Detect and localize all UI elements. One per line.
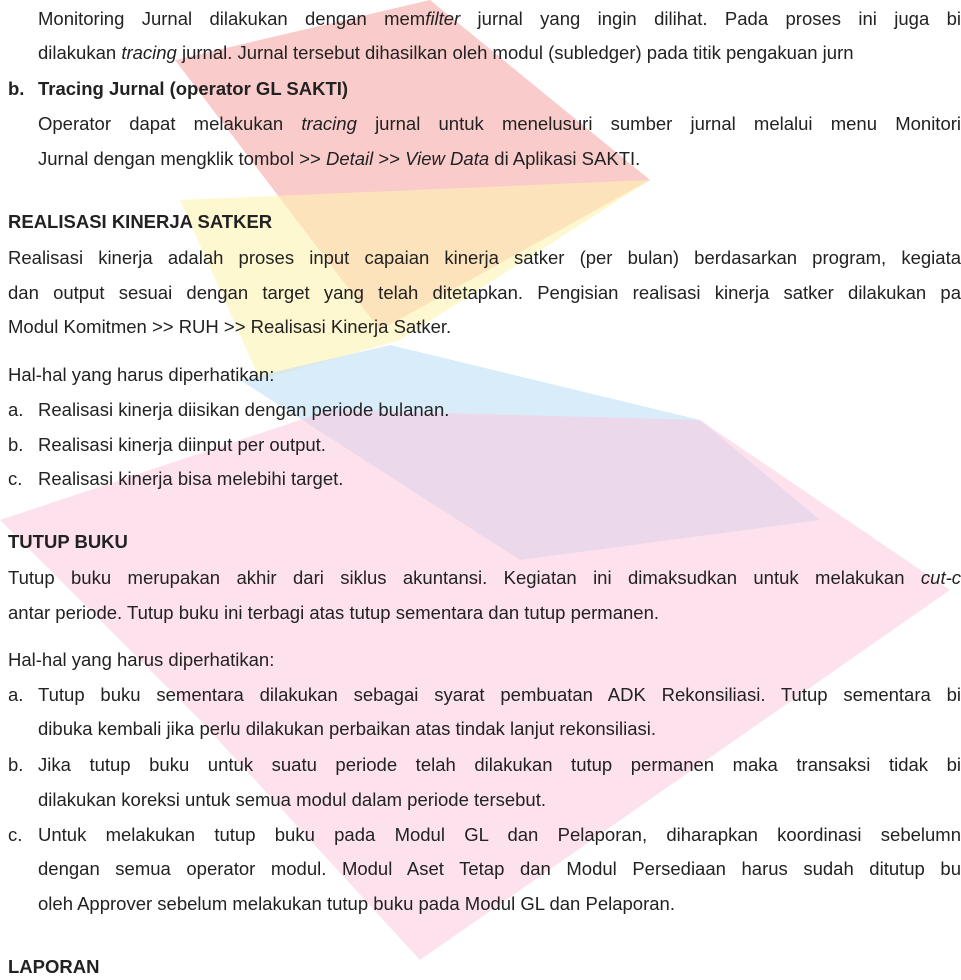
realisasi-line-1: Realisasi kinerja adalah proses input capaian kinerja satker (per bulan) berdasarkan program, kegiata [8,247,961,268]
tutup-item-b-line-1: Jika tutup buku untuk suatu periode telah dilakukan tutup permanen maka transaksi tidak bi [38,754,961,775]
realisasi-item-text: Realisasi kinerja bisa melebihi target. [38,468,344,489]
tutup-item-b-line-2: dilakukan koreksi untuk semua modul dalam periode tersebut. [38,789,547,810]
monitoring-line-2: dilakukan tracing jurnal. Jurnal tersebut dihasilkan oleh modul (subledger) pada titik pengakuan jurn [38,42,854,63]
tutup-item-marker: a. [8,684,24,705]
realisasi-item-marker: c. [8,468,23,489]
tutup-item-marker: b. [8,754,24,775]
monitoring-line-1: Monitoring Jurnal dilakukan dengan memfilter jurnal yang ingin dilihat. Pada proses ini juga bi [38,8,961,29]
tutup-buku-hal-label: Hal-hal yang harus diperhatikan: [8,649,275,670]
tutup-item-c-line-3: oleh Approver sebelum melakukan tutup buku pada Modul GL dan Pelaporan. [38,893,675,914]
tracing-marker: b. [8,78,25,99]
tracing-line-2: Jurnal dengan mengklik tombol >> Detail >> View Data di Aplikasi SAKTI. [38,148,641,169]
realisasi-item-text: Realisasi kinerja diisikan dengan periode bulanan. [38,399,450,420]
tracing-title: Tracing Jurnal (operator GL SAKTI) [38,78,349,99]
realisasi-heading: REALISASI KINERJA SATKER [8,211,273,232]
tutup-buku-line-1: Tutup buku merupakan akhir dari siklus akuntansi. Kegiatan ini dimaksudkan untuk melakukan cut-c [8,567,961,588]
tutup-buku-line-2: antar periode. Tutup buku ini terbagi atas tutup sementara dan tutup permanen. [8,602,660,623]
realisasi-item-marker: b. [8,434,24,455]
tutup-item-marker: c. [8,824,23,845]
tutup-item-c-line-1: Untuk melakukan tutup buku pada Modul GL dan Pelaporan, diharapkan koordinasi sebelumn [38,824,961,845]
tutup-item-a-line-1: Tutup buku sementara dilakukan sebagai syarat pembuatan ADK Rekonsiliasi. Tutup sementara bi [38,684,961,705]
laporan-heading: LAPORAN [8,956,100,977]
tutup-item-c-line-2: dengan semua operator modul. Modul Aset Tetap dan Modul Persediaan harus sudah ditutup bu [38,858,961,879]
realisasi-item-text: Realisasi kinerja diinput per output. [38,434,326,455]
realisasi-line-2: dan output sesuai dengan target yang telah ditetapkan. Pengisian realisasi kinerja satker dilakukan pa [8,282,961,303]
tutup-buku-heading: TUTUP BUKU [8,531,128,552]
tracing-line-1: Operator dapat melakukan tracing jurnal untuk menelusuri sumber jurnal melalui menu Monitori [38,113,961,134]
realisasi-hal-label: Hal-hal yang harus diperhatikan: [8,364,275,385]
tutup-item-a-line-2: dibuka kembali jika perlu dilakukan perbaikan atas tindak lanjut rekonsiliasi. [38,718,657,739]
realisasi-item-marker: a. [8,399,24,420]
realisasi-line-3: Modul Komitmen >> RUH >> Realisasi Kinerja Satker. [8,316,452,337]
